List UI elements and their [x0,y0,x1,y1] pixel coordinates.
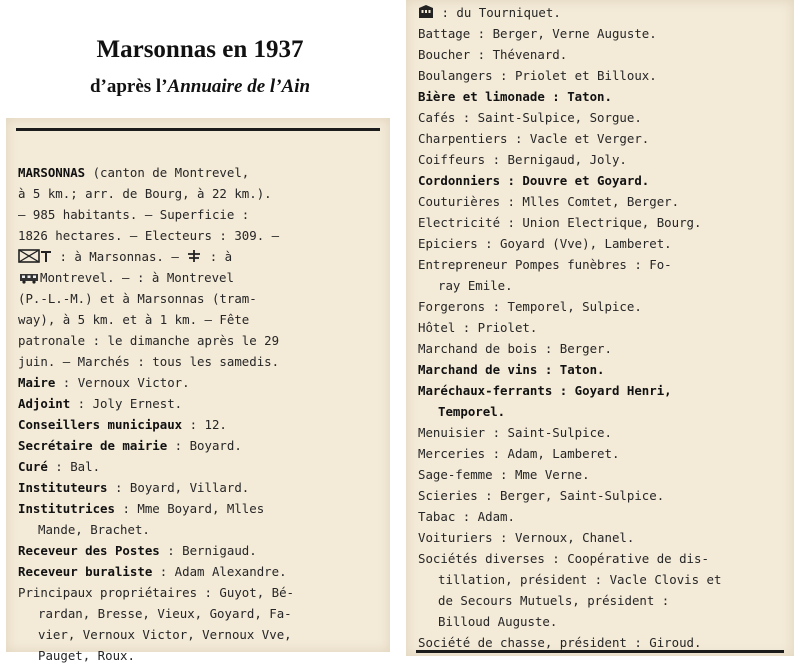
entry-text: Principaux propriétaires : Guyot, Bé- [18,585,295,600]
entry-text: tillation, président : Vacle Clovis et [438,572,722,587]
text-line [418,254,721,275]
entry-text: — 985 habitants. — Superficie : [18,207,250,222]
text-line [418,401,721,422]
text-line [418,233,721,254]
entry-text: : Mme Boyard, Mlles [114,501,265,516]
entry-text: Billoud Auguste. [438,614,558,629]
text-line [418,2,721,23]
text-line [418,548,721,569]
envelope-icon [18,248,40,269]
text-line [418,149,721,170]
text-line [18,456,294,477]
text-line [18,540,294,561]
left-clipping [6,118,390,663]
left-panel [0,0,400,663]
text-line [18,645,294,666]
entry-text: Cafés : Saint-Sulpice, Sorgue. [418,110,642,125]
entry-text: 1826 hectares. — Electeurs : 309. — [18,228,280,243]
page-subtitle [0,76,400,98]
entry-text: vier, Vernoux Victor, Vernoux Vve, [38,627,292,642]
entry-text: : à [202,249,233,264]
entry-text: Hôtel : Priolet. [418,320,538,335]
entry-text: Forgerons : Temporel, Sulpice. [418,299,642,314]
entry-heading: Temporel. [438,404,506,419]
entry-text: : Bernigaud. [159,543,257,558]
text-line [18,309,294,330]
text-line [418,128,721,149]
text-line [418,359,721,380]
text-line [18,561,294,582]
text-line [418,23,721,44]
entry-text: Sociétés diverses : Coopérative de dis- [418,551,709,566]
entry-text: : à Montrevel [136,270,234,285]
entry-text: Tabac : Adam. [418,509,515,524]
entry-text: : à Marsonnas. — [52,249,187,264]
entry-text: : 12. [182,417,227,432]
page-title: Marsonnas en 1937 [96,36,304,63]
entry-text: Voituriers : Vernoux, Chanel. [418,530,635,545]
text-line [18,582,294,603]
entry-heading: Maire [18,375,56,390]
top-rule [16,128,380,131]
text-line [18,162,294,183]
text-line [18,414,294,435]
entry-heading: Receveur des Postes [18,543,160,558]
text-line [18,435,294,456]
text-line [418,443,721,464]
entry-text: Sage-femme : Mme Verne. [418,467,590,482]
text-line [18,603,294,624]
text-line [418,590,721,611]
railway-icon [186,248,202,269]
entry-text: Boulangers : Priolet et Billoux. [418,68,657,83]
entry-text: Société de chasse, président : Giroud. [418,635,702,650]
entry-text: : Vernoux Victor. [55,375,190,390]
text-line [418,527,721,548]
page-header [0,0,400,115]
text-line [418,380,721,401]
text-line [418,212,721,233]
entry-heading: Maréchaux-ferrants : Goyard Henri, [418,383,672,398]
text-line [18,477,294,498]
text-line [418,170,721,191]
entry-text: ray Emile. [438,278,513,293]
entry-text: Electricité : Union Electrique, Bourg. [418,215,702,230]
entry-heading: Bière et limonade : Taton. [418,89,612,104]
entry-text: Charpentiers : Vacle et Verger. [418,131,650,146]
text-line [418,422,721,443]
entry-text: : Adam Alexandre. [152,564,287,579]
entry-text: Battage : Berger, Verne Auguste. [418,26,657,41]
entry-text: Montrevel. — [40,270,137,285]
entry-text: Scieries : Berger, Saint-Sulpice. [418,488,665,503]
text-line [418,191,721,212]
entry-heading: Curé [18,459,48,474]
subtitle-source: Annuaire de l’Ain [167,76,311,97]
entry-text: (P.-L.-M.) et à Marsonnas (tram- [18,291,257,306]
text-line [418,107,721,128]
entry-text: Boucher : Thévenard. [418,47,568,62]
entry-heading: Institutrices [18,501,115,516]
entry-heading: Cordonniers : Douvre et Goyard. [418,173,650,188]
entry-text: rardan, Bresse, Vieux, Goyard, Fa- [38,606,292,621]
bottom-rule [416,650,784,653]
text-line [418,65,721,86]
text-line [18,267,294,288]
text-line [418,275,721,296]
entry-text: Couturières : Mlles Comtet, Berger. [418,194,680,209]
entry-text: : Boyard. [167,438,242,453]
telegraph-icon [40,248,52,269]
text-line [18,288,294,309]
entry-heading: Conseillers municipaux [18,417,183,432]
text-line [418,44,721,65]
text-line [18,393,294,414]
text-line [18,519,294,540]
text-line [418,485,721,506]
entry-text: Merceries : Adam, Lamberet. [418,446,620,461]
entry-heading: Marchand de vins : Taton. [418,362,605,377]
entry-text: : Bal. [47,459,101,474]
entry-heading: Instituteurs [18,480,108,495]
text-line [418,338,721,359]
entry-text: : Boyard, Villard. [107,480,250,495]
entry-heading: Adjoint [18,396,71,411]
text-line [18,330,294,351]
text-line [418,611,721,632]
entry-text: Pauget, Roux. [38,648,135,663]
hotel-icon [418,4,434,25]
right-clipping [406,0,794,656]
text-line [18,498,294,519]
right-clipping-text [418,2,721,653]
entry-text: Marchand de bois : Berger. [418,341,612,356]
text-line [418,506,721,527]
entry-text: Epiciers : Goyard (Vve), Lamberet. [418,236,672,251]
entry-text: à 5 km.; arr. de Bourg, à 22 km.). [18,186,272,201]
text-line [418,317,721,338]
text-line [418,569,721,590]
tramway-icon [18,269,40,290]
entry-text: (canton de Montrevel, [85,165,250,180]
entry-text: juin. — Marchés : tous les samedis. [18,354,280,369]
entry-text: way), à 5 km. et à 1 km. — Fête [18,312,250,327]
text-line [18,624,294,645]
entry-text: Menuisier : Saint-Sulpice. [418,425,612,440]
text-line [418,296,721,317]
entry-text: patronale : le dimanche après le 29 [18,333,280,348]
left-clipping-text [18,162,294,666]
subtitle-prefix: d’après l’ [89,76,168,97]
text-line [18,351,294,372]
entry-heading: Secrétaire de mairie [18,438,168,453]
text-line [18,204,294,225]
entry-text: : du Tourniquet. [434,5,561,20]
entry-text: de Secours Mutuels, président : [438,593,670,608]
entry-heading: MARSONNAS [18,165,86,180]
text-line [418,86,721,107]
text-line [18,183,294,204]
entry-text: : Joly Ernest. [70,396,183,411]
entry-text: Entrepreneur Pompes funèbres : Fo- [418,257,672,272]
entry-text: Mande, Brachet. [38,522,150,537]
entry-heading: Receveur buraliste [18,564,153,579]
text-line [18,225,294,246]
text-line [18,246,294,267]
entry-text: Coiffeurs : Bernigaud, Joly. [418,152,627,167]
text-line [18,372,294,393]
text-line [418,464,721,485]
